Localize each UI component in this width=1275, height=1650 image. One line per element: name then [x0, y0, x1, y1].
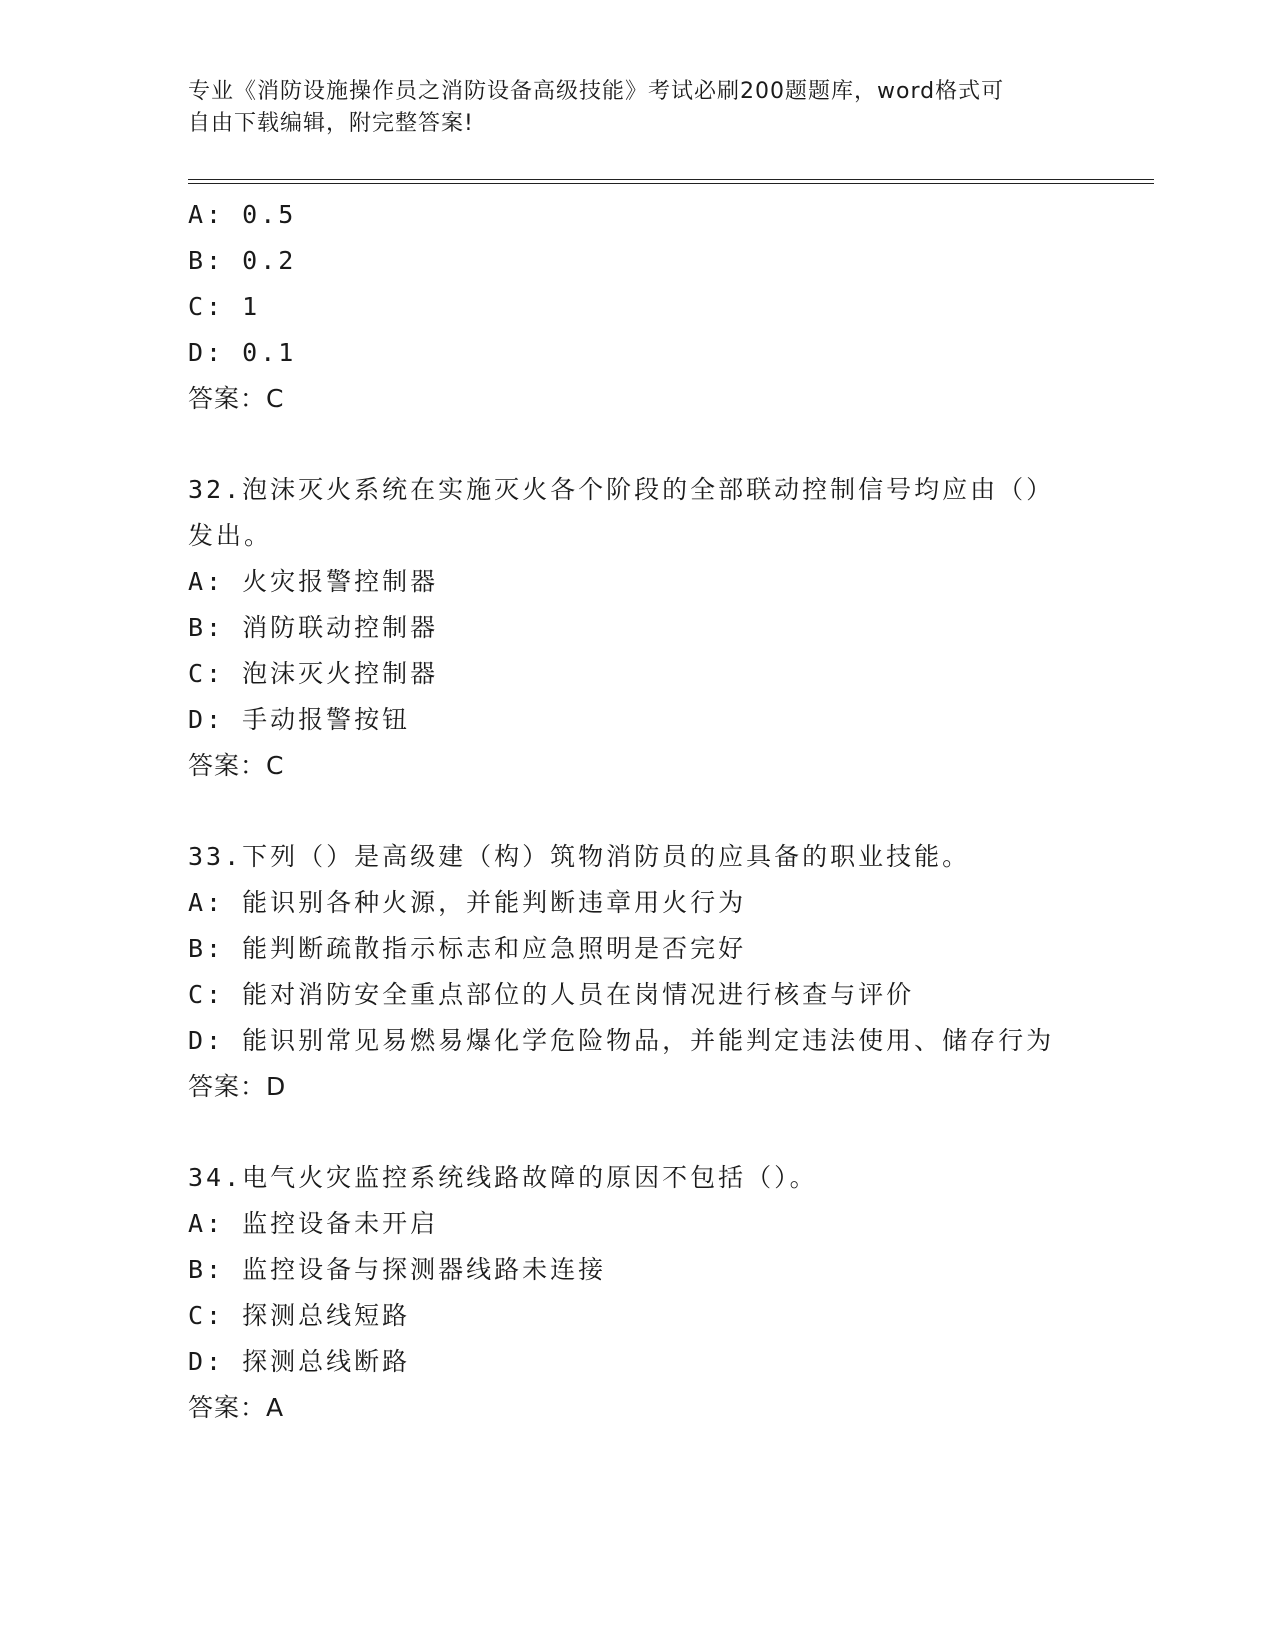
option-a: A: 火灾报警控制器 — [188, 567, 439, 596]
document-header — [188, 76, 1068, 140]
option-b: B: 0.2 — [188, 246, 297, 275]
answer-line: 答案：C — [188, 384, 285, 413]
option-b: B: 能判断疏散指示标志和应急照明是否完好 — [188, 934, 747, 963]
option-d: D: 手动报警按钮 — [188, 705, 411, 734]
question-32 — [188, 467, 1168, 789]
answer-line: 答案：C — [188, 751, 285, 780]
option-a: A: 0.5 — [188, 200, 297, 229]
option-d: D: 探测总线断路 — [188, 1347, 411, 1376]
question-34 — [188, 1155, 1168, 1431]
answer-line: 答案：A — [188, 1393, 285, 1422]
option-c: C: 泡沫灭火控制器 — [188, 659, 439, 688]
answer-line: 答案：D — [188, 1072, 287, 1101]
header-line-1: 专业《消防设施操作员之消防设备高级技能》考试必刷200题题库，word格式可 — [188, 79, 1005, 104]
option-d: D: 能识别常见易燃易爆化学危险物品，并能判定违法使用、储存行为 — [188, 1026, 1055, 1055]
header-line-2: 自由下载编辑，附完整答案! — [188, 111, 474, 136]
question-31-tail — [188, 192, 1168, 422]
question-stem: 34.电气火灾监控系统线路故障的原因不包括（）。 — [188, 1163, 818, 1192]
option-c: C: 1 — [188, 292, 261, 321]
header-divider-second — [188, 183, 1154, 184]
option-b: B: 监控设备与探测器线路未连接 — [188, 1255, 607, 1284]
question-stem: 33.下列（）是高级建（构）筑物消防员的应具备的职业技能。 — [188, 842, 971, 871]
option-a: A: 能识别各种火源，并能判断违章用火行为 — [188, 888, 747, 917]
question-stem-cont: 发出。 — [188, 521, 273, 550]
question-list — [188, 192, 1168, 1431]
option-c: C: 能对消防安全重点部位的人员在岗情况进行核查与评价 — [188, 980, 915, 1009]
header-divider — [188, 179, 1154, 180]
question-33 — [188, 834, 1168, 1110]
option-d: D: 0.1 — [188, 338, 297, 367]
option-c: C: 探测总线短路 — [188, 1301, 411, 1330]
option-a: A: 监控设备未开启 — [188, 1209, 439, 1238]
question-stem: 32.泡沫灭火系统在实施灭火各个阶段的全部联动控制信号均应由（） — [188, 475, 1055, 504]
option-b: B: 消防联动控制器 — [188, 613, 439, 642]
